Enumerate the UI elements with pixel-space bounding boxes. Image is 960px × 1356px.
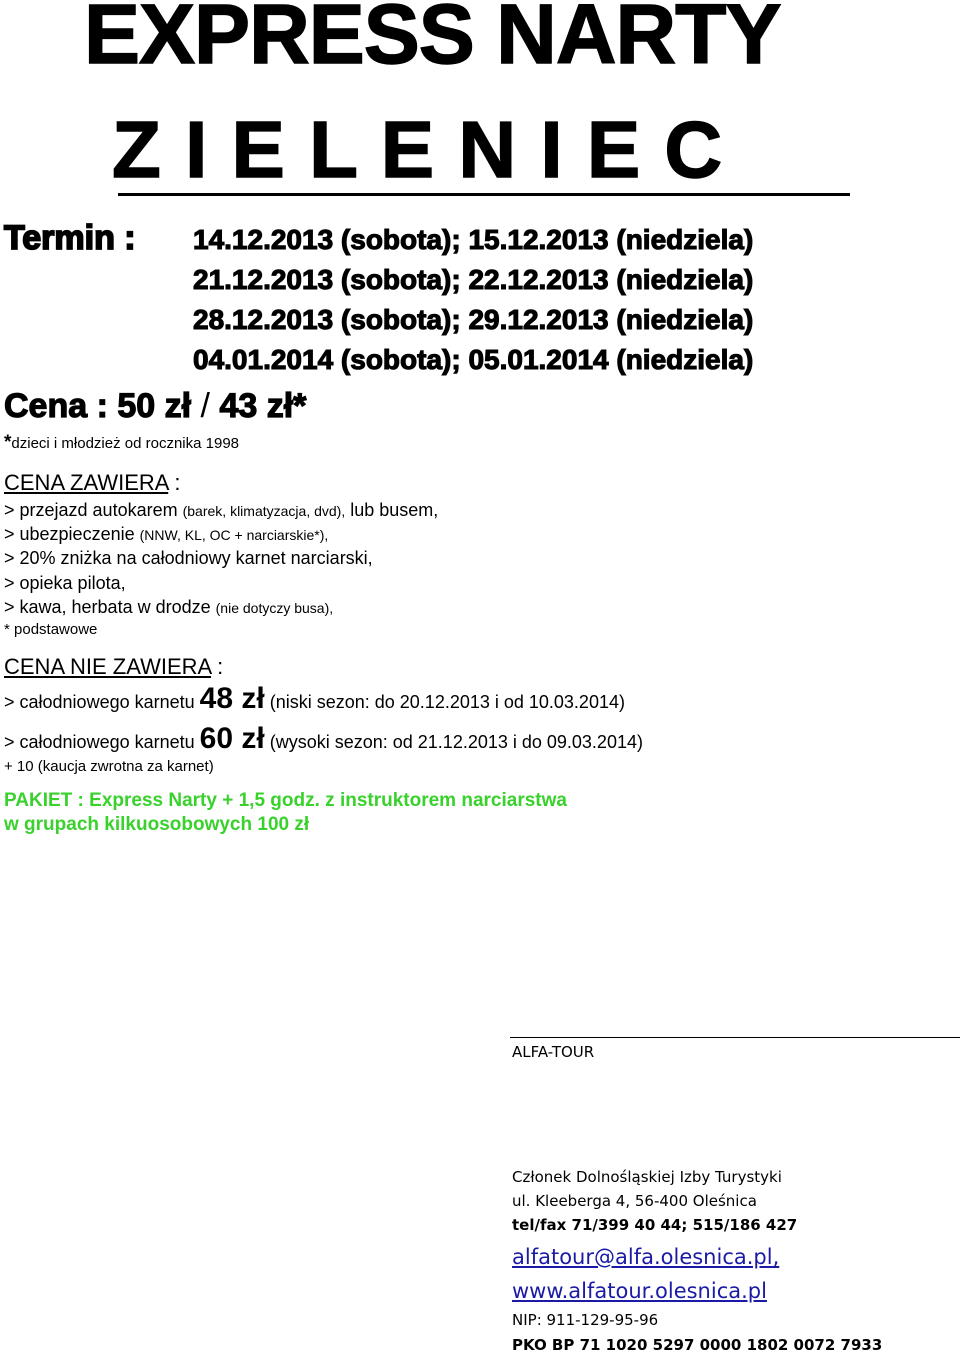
company-address: ul. Kleeberga 4, 56-400 Oleśnica — [512, 1192, 757, 1210]
excludes-heading-colon: : — [217, 654, 224, 679]
excludes-item-high-season — [4, 722, 643, 755]
package-line-2: w grupach kilkuosobowych 100 zł — [4, 814, 310, 835]
website-link[interactable]: www.alfatour.olesnica.pl — [512, 1279, 767, 1303]
email-separator: , — [772, 1245, 780, 1269]
list-item-main: > kawa, herbata w drodze — [4, 597, 211, 617]
includes-item-coffee — [4, 596, 333, 619]
company-phone: tel/fax 71/399 40 44; 515/186 427 — [512, 1216, 798, 1234]
title-underline — [118, 193, 850, 196]
date-line-3: 28.12.2013 (sobota); 29.12.2013 (niedziela) — [193, 304, 754, 335]
list-item-main: > całodniowego karnetu — [4, 692, 195, 712]
company-membership: Członek Dolnośląskiej Izby Turystyki — [512, 1168, 782, 1186]
signature-divider — [510, 1037, 960, 1038]
date-line-2: 21.12.2013 (sobota); 22.12.2013 (niedziela) — [193, 264, 754, 295]
price-child: 43 zł* — [219, 387, 307, 425]
termin-label: Termin : — [4, 219, 136, 257]
date-line-4: 04.01.2014 (sobota); 05.01.2014 (niedziela) — [193, 344, 754, 375]
price-note-star: * — [4, 432, 12, 453]
excludes-heading-text: CENA NIE ZAWIERA — [4, 654, 212, 679]
company-name: ALFA-TOUR — [512, 1043, 595, 1061]
price-note-text: dzieci i młodzież od rocznika 1998 — [11, 435, 240, 452]
title-line-2: Z I E L E N I E C — [112, 105, 724, 194]
includes-item-insurance — [4, 523, 328, 546]
list-item-small: (nie dotyczy busa), — [215, 600, 334, 616]
title-line-1: EXPRESS NARTY — [84, 0, 781, 81]
price-label: Cena : — [4, 387, 108, 425]
list-item-main: > opieka pilota, — [4, 573, 126, 593]
company-email-line — [512, 1245, 779, 1269]
includes-item-pilot — [4, 572, 126, 594]
list-item-detail: (niski sezon: do 20.12.2013 i od 10.03.2014) — [269, 692, 625, 712]
price-separator: / — [200, 387, 210, 425]
list-item-price: 60 zł — [199, 722, 265, 755]
includes-footnote: * podstawowe — [4, 621, 98, 638]
package-line-1: PAKIET : Express Narty + 1,5 godz. z instruktorem narciarstwa — [4, 790, 567, 811]
list-item-tail: lub busem, — [350, 500, 439, 520]
includes-heading-colon: : — [174, 470, 181, 495]
includes-item-transport — [4, 499, 438, 522]
date-line-1: 14.12.2013 (sobota); 15.12.2013 (niedziela) — [193, 224, 754, 255]
list-item-main: > 20% zniżka na całodniowy karnet narciarski, — [4, 548, 373, 568]
company-bank-account: PKO BP 71 1020 5297 0000 1802 0072 7933 — [512, 1336, 883, 1354]
price-note — [4, 432, 239, 454]
list-item-main: > ubezpieczenie — [4, 524, 135, 544]
list-item-small: (barek, klimatyzacja, dvd), — [182, 503, 346, 519]
excludes-deposit: + 10 (kaucja zwrotna za karnet) — [4, 758, 214, 775]
includes-item-discount — [4, 547, 373, 569]
list-item-detail: (wysoki sezon: od 21.12.2013 i do 09.03.2014) — [269, 732, 643, 752]
excludes-heading — [4, 654, 223, 680]
company-nip: NIP: 911-129-95-96 — [512, 1311, 659, 1329]
price-adult: 50 zł — [117, 387, 192, 425]
list-item-price: 48 zł — [199, 682, 265, 715]
excludes-item-low-season — [4, 682, 625, 715]
list-item-main: > przejazd autokarem — [4, 500, 178, 520]
includes-heading — [4, 470, 180, 496]
price-line — [4, 386, 306, 426]
includes-heading-text: CENA ZAWIERA — [4, 470, 169, 495]
email-link[interactable]: alfatour@alfa.olesnica.pl — [512, 1245, 773, 1269]
list-item-main: > całodniowego karnetu — [4, 732, 195, 752]
list-item-small: (NNW, KL, OC + narciarskie*), — [139, 527, 329, 543]
